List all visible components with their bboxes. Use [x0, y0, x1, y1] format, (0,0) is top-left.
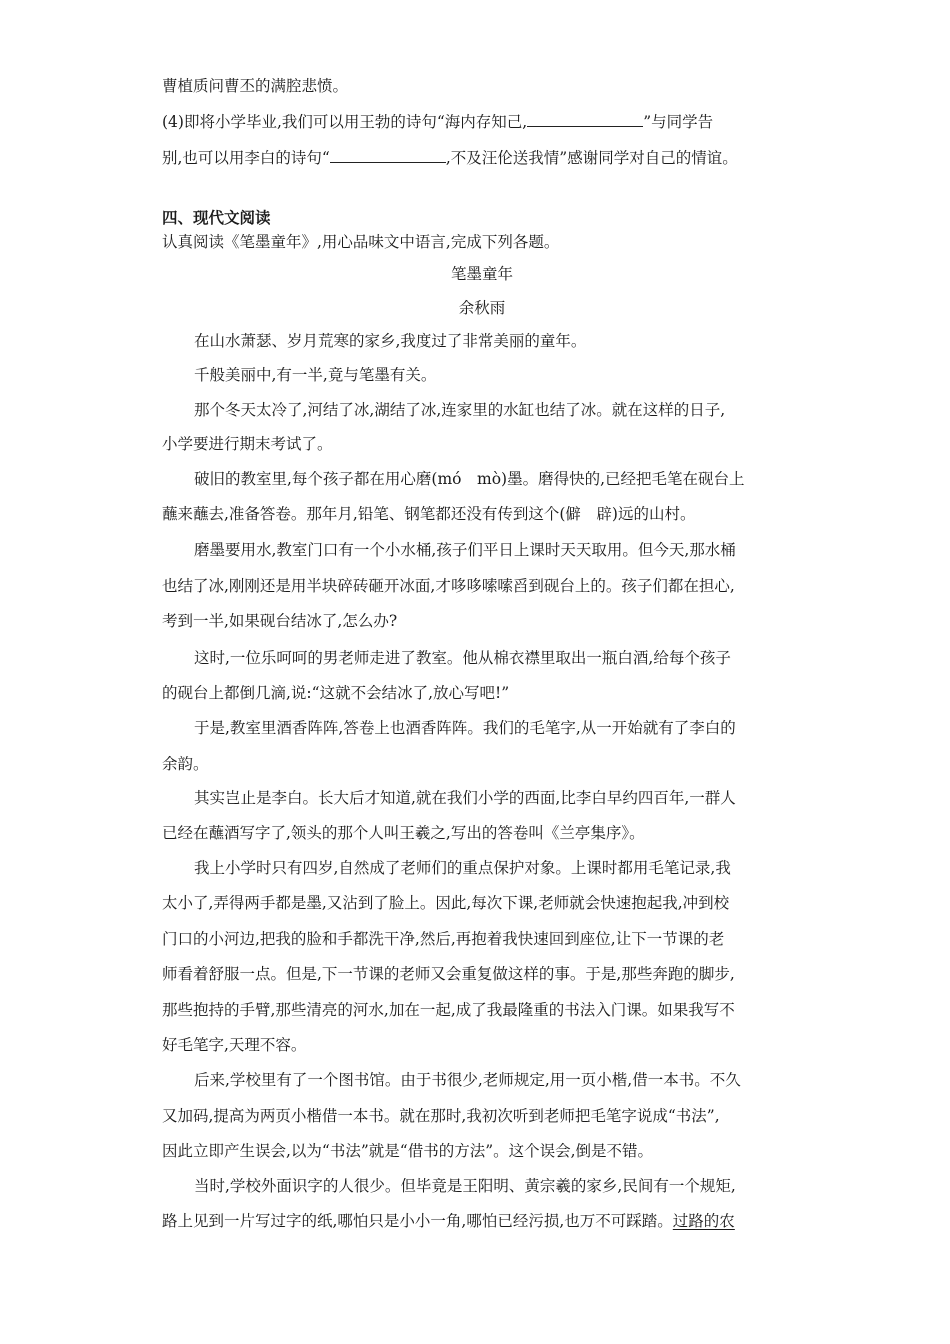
article-line: 磨墨要用水,教室门口有一个小水桶,孩子们平日上课时天天取用。但今天,那水桶: [194, 541, 736, 559]
article-line: 太小了,弄得两手都是墨,又沾到了脸上。因此,每次下课,老师就会快速抱起我,冲到校: [162, 894, 730, 912]
q4-text-c: 别,也可以用李白的诗句“: [162, 149, 330, 167]
article-line: 那些抱持的手臂,那些清亮的河水,加在一起,成了我最隆重的书法入门课。如果我写不: [162, 1001, 735, 1019]
article-line: 门口的小河边,把我的脸和手都洗干净,然后,再抱着我快速回到座位,让下一节课的老: [162, 930, 725, 948]
article-line: 蘸来蘸去,准备答卷。那年月,铅笔、钢笔都还没有传到这个(僻 辟)远的山村。: [162, 505, 696, 523]
article-title: 笔墨童年: [450, 265, 513, 283]
article-line: 好毛笔字,天理不容。: [162, 1036, 307, 1054]
article-line: 余韵。: [162, 755, 209, 773]
question-4-line-1: [162, 112, 802, 132]
section-instruction: 认真阅读《笔墨童年》,用心品味文中语言,完成下列各题。: [162, 233, 560, 251]
article-line: 师看着舒服一点。但是,下一节课的老师又会重复做这样的事。于是,那些奔跑的脚步,: [162, 965, 735, 983]
article-line: 当时,学校外面识字的人很少。但毕竟是王阳明、黄宗羲的家乡,民间有一个规矩,: [194, 1177, 736, 1195]
article-line: 因此立即产生误会,以为“书法”就是“借书的方法”。这个误会,倒是不错。: [162, 1142, 654, 1160]
article-line: 其实岂止是李白。长大后才知道,就在我们小学的西面,比李白早约四百年,一群人: [194, 789, 736, 807]
article-line: 也结了冰,刚刚还是用半块碎砖砸开冰面,才哆哆嗦嗦舀到砚台上的。孩子们都在担心,: [162, 577, 735, 595]
article-line: 在山水萧瑟、岁月荒寒的家乡,我度过了非常美丽的童年。: [194, 332, 587, 350]
article-line: 千般美丽中,有一半,竟与笔墨有关。: [194, 366, 437, 384]
question-4-line-2: [162, 148, 802, 168]
article-line: 已经在蘸酒写字了,领头的那个人叫王羲之,写出的答卷叫《兰亭集序》。: [162, 824, 645, 842]
article-line: 小学要进行期末考试了。: [162, 435, 333, 453]
article-line: 考到一半,如果砚台结冰了,怎么办?: [162, 612, 398, 630]
q4-answer-blank-2[interactable]: [330, 148, 446, 163]
article-line: 那个冬天太冷了,河结了冰,湖结了冰,连家里的水缸也结了冰。就在这样的日子,: [194, 401, 726, 419]
article-author: 余秋雨: [458, 299, 506, 317]
q4-text-b: ”与同学告: [643, 113, 714, 131]
article-line: 于是,教室里酒香阵阵,答卷上也酒香阵阵。我们的毛笔字,从一开始就有了李白的: [194, 719, 736, 737]
section-heading: 四、现代文阅读: [162, 209, 271, 227]
article-line: 这时,一位乐呵呵的男老师走进了教室。他从棉衣襟里取出一瓶白酒,给每个孩子: [194, 649, 731, 667]
underlined-phrase: 过路的农: [672, 1212, 735, 1230]
article-line: 的砚台上都倒几滴,说:“这就不会结冰了,放心写吧!”: [162, 684, 510, 702]
q4-answer-blank-1[interactable]: [527, 112, 643, 127]
q4-text-a: (4)即将小学毕业,我们可以用王勃的诗句“海内存知己,: [162, 113, 528, 131]
article-line: 又加码,提高为两页小楷借一本书。就在那时,我初次听到老师把毛笔字说成“书法”,: [162, 1107, 720, 1125]
article-line: [162, 1211, 802, 1231]
article-line-text: 路上见到一片写过字的纸,哪怕只是小小一角,哪怕已经污损,也万不可踩踏。: [162, 1212, 673, 1230]
article-line: 破旧的教室里,每个孩子都在用心磨(mó mò)墨。磨得快的,已经把毛笔在砚台上: [194, 470, 745, 488]
article-line: 我上小学时只有四岁,自然成了老师们的重点保护对象。上课时都用毛笔记录,我: [194, 859, 731, 877]
question-3-tail: 曹植质问曹丕的满腔悲愤。: [162, 77, 349, 95]
q4-text-d: ,不及汪伦送我情”感谢同学对自己的情谊。: [445, 149, 738, 167]
article-line: 后来,学校里有了一个图书馆。由于书很少,老师规定,用一页小楷,借一本书。不久: [194, 1071, 741, 1089]
